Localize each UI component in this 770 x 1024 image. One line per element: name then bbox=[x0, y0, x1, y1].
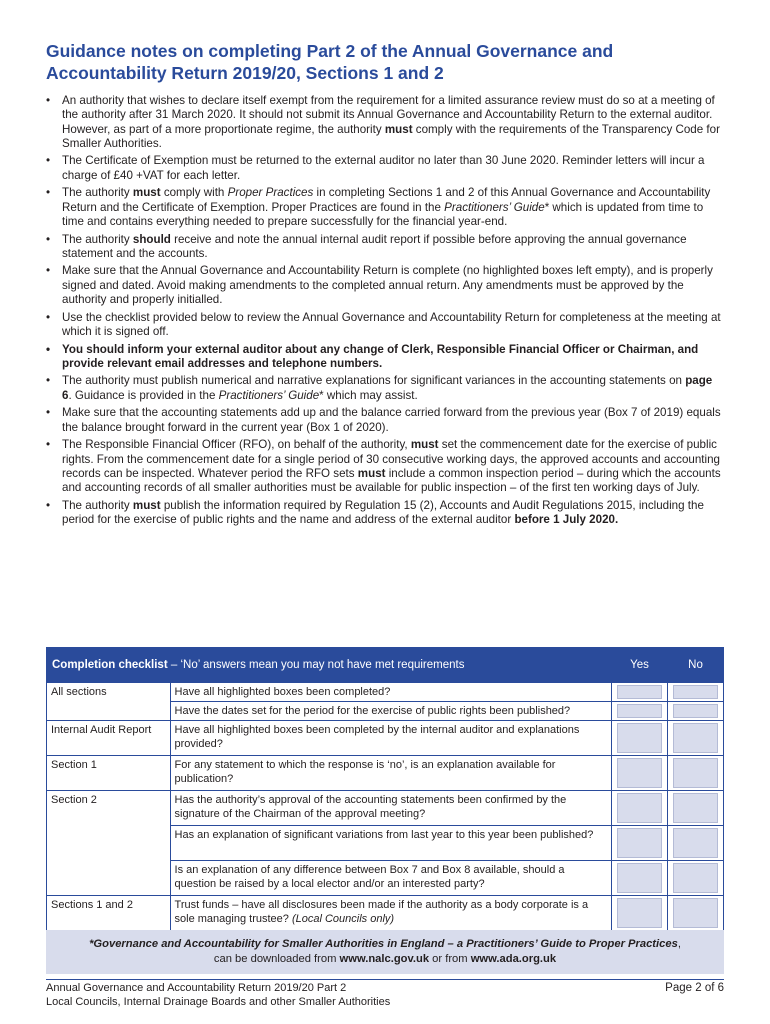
checklist-question: Has the authority’s approval of the accounting statements been confirmed by the signature of the Chairman of the approval meeting? bbox=[170, 791, 612, 826]
yes-checkbox[interactable] bbox=[612, 826, 668, 861]
title-line-1: Guidance notes on completing Part 2 of the Annual Governance and bbox=[46, 41, 614, 61]
no-checkbox[interactable] bbox=[668, 896, 724, 931]
no-column-header: No bbox=[668, 648, 724, 683]
footer-divider bbox=[46, 979, 724, 980]
section-label: All sections bbox=[47, 683, 171, 721]
table-row bbox=[47, 756, 724, 791]
bullet-item: • The Responsible Financial Officer (RFO), on behalf of the authority, must set the commencement date for the exercise of public rights. From the commencement date for a single period of 30 consecutive working days, the approved accounts and accounting records can be inspected. Whatever period the RFO sets must include a common inspection period – during which the accounts and accounting records of all smaller authorities must be available for public inspection – of the first ten working days of July. bbox=[46, 438, 722, 495]
table-row bbox=[47, 791, 724, 826]
checklist-question: Trust funds – have all disclosures been made if the authority as a body corporate is a sole managing trustee? (Local Councils only) bbox=[170, 896, 612, 931]
checklist-question: Has an explanation of significant variations from last year to this year been published? bbox=[170, 826, 612, 861]
bullet-item: • An authority that wishes to declare itself exempt from the requirement for a limited assurance review must do so at a meeting of the authority after 31 March 2020. It should not submit its Annual Governance and Accountability Return to the external auditor. However, as part of a more proportionate regime, the authority must comply with the requirements of the Transparency Code for Smaller Authorities. bbox=[46, 94, 722, 151]
checklist-question: Have all highlighted boxes been completed? bbox=[170, 683, 612, 702]
page-title bbox=[46, 40, 686, 84]
checklist-question: For any statement to which the response is ‘no’, is an explanation available for publication? bbox=[170, 756, 612, 791]
section-label: Section 2 bbox=[47, 791, 171, 896]
section-label: Internal Audit Report bbox=[47, 721, 171, 756]
completion-checklist-table bbox=[46, 647, 724, 931]
footer-document-title: Annual Governance and Accountability Return 2019/20 Part 2 Local Councils, Internal Drainage Boards and other Smaller Authorities bbox=[46, 982, 391, 1008]
section-label: Sections 1 and 2 bbox=[47, 896, 171, 931]
bullet-item: • You should inform your external auditor about any change of Clerk, Responsible Financial Officer or Chairman, and provide relevant email addresses and telephone numbers. bbox=[46, 343, 722, 372]
yes-checkbox[interactable] bbox=[612, 721, 668, 756]
yes-checkbox[interactable] bbox=[612, 756, 668, 791]
table-row bbox=[47, 896, 724, 931]
bullet-item: • The authority must publish numerical and narrative explanations for significant variances in the accounting statements on page 6. Guidance is provided in the Practitioners’ Guide* which may assist. bbox=[46, 374, 722, 403]
bullet-item: • Use the checklist provided below to review the Annual Governance and Accountability Return for completeness at the meeting at which it is signed off. bbox=[46, 311, 722, 340]
yes-checkbox[interactable] bbox=[612, 791, 668, 826]
checklist-question: Have all highlighted boxes been completed by the internal auditor and explanations provided? bbox=[170, 721, 612, 756]
bullet-item: • The authority must comply with Proper Practices in completing Sections 1 and 2 of this Annual Governance and Accountability Return and the Certificate of Exemption. Proper Practices are found in the Practitioners’ Guide* which is updated from time to time and contains everything needed to prepare successfully for the financial year-end. bbox=[46, 186, 722, 229]
title-line-2: Accountability Return 2019/20, Sections 1 and 2 bbox=[46, 63, 444, 83]
checklist-question: Have the dates set for the period for the exercise of public rights been published? bbox=[170, 702, 612, 721]
bullet-item: • The authority should receive and note the annual internal audit report if possible before approving the annual governance statement and the accounts. bbox=[46, 233, 722, 262]
no-checkbox[interactable] bbox=[668, 861, 724, 896]
no-checkbox[interactable] bbox=[668, 756, 724, 791]
table-row bbox=[47, 721, 724, 756]
no-checkbox[interactable] bbox=[668, 702, 724, 721]
yes-checkbox[interactable] bbox=[612, 861, 668, 896]
ada-link[interactable]: www.ada.org.uk bbox=[470, 953, 557, 965]
no-checkbox[interactable] bbox=[668, 826, 724, 861]
no-checkbox[interactable] bbox=[668, 791, 724, 826]
bullet-item: • The authority must publish the information required by Regulation 15 (2), Accounts and Audit Regulations 2015, including the period for the exercise of public rights and the name and address of the external auditor before 1 July 2020. bbox=[46, 499, 722, 528]
table-row bbox=[47, 683, 724, 702]
yes-column-header: Yes bbox=[612, 648, 668, 683]
yes-checkbox[interactable] bbox=[612, 702, 668, 721]
guidance-bullet-list bbox=[46, 94, 722, 531]
checklist-header: Completion checklist – ‘No’ answers mean you may not have met requirements bbox=[47, 648, 612, 683]
yes-checkbox[interactable] bbox=[612, 683, 668, 702]
no-checkbox[interactable] bbox=[668, 721, 724, 756]
no-checkbox[interactable] bbox=[668, 683, 724, 702]
nalc-link[interactable]: www.nalc.gov.uk bbox=[339, 953, 430, 965]
yes-checkbox[interactable] bbox=[612, 896, 668, 931]
checklist-question: Is an explanation of any difference between Box 7 and Box 8 available, should a question be raised by a local elector and/or an interested party? bbox=[170, 861, 612, 896]
page-number: Page 2 of 6 bbox=[665, 982, 724, 994]
bullet-item: • The Certificate of Exemption must be returned to the external auditor no later than 30 June 2020. Reminder letters will incur a charge of £40 +VAT for each letter. bbox=[46, 154, 722, 183]
bullet-item: • Make sure that the Annual Governance and Accountability Return is complete (no highlighted boxes left empty), and is properly signed and dated. Avoid making amendments to the completed annual return. Any amendments must be approved by the authority and properly initialled. bbox=[46, 264, 722, 307]
practitioners-guide-footnote: *Governance and Accountability for Smaller Authorities in England – a Practitioners’ Guide to Proper Practices, can be downloaded from www.nalc.gov.uk or from www.ada.org.uk bbox=[46, 930, 724, 974]
bullet-item: • Make sure that the accounting statements add up and the balance carried forward from the previous year (Box 7 of 2019) equals the balance brought forward in the current year (Box 1 of 2020). bbox=[46, 406, 722, 435]
section-label: Section 1 bbox=[47, 756, 171, 791]
